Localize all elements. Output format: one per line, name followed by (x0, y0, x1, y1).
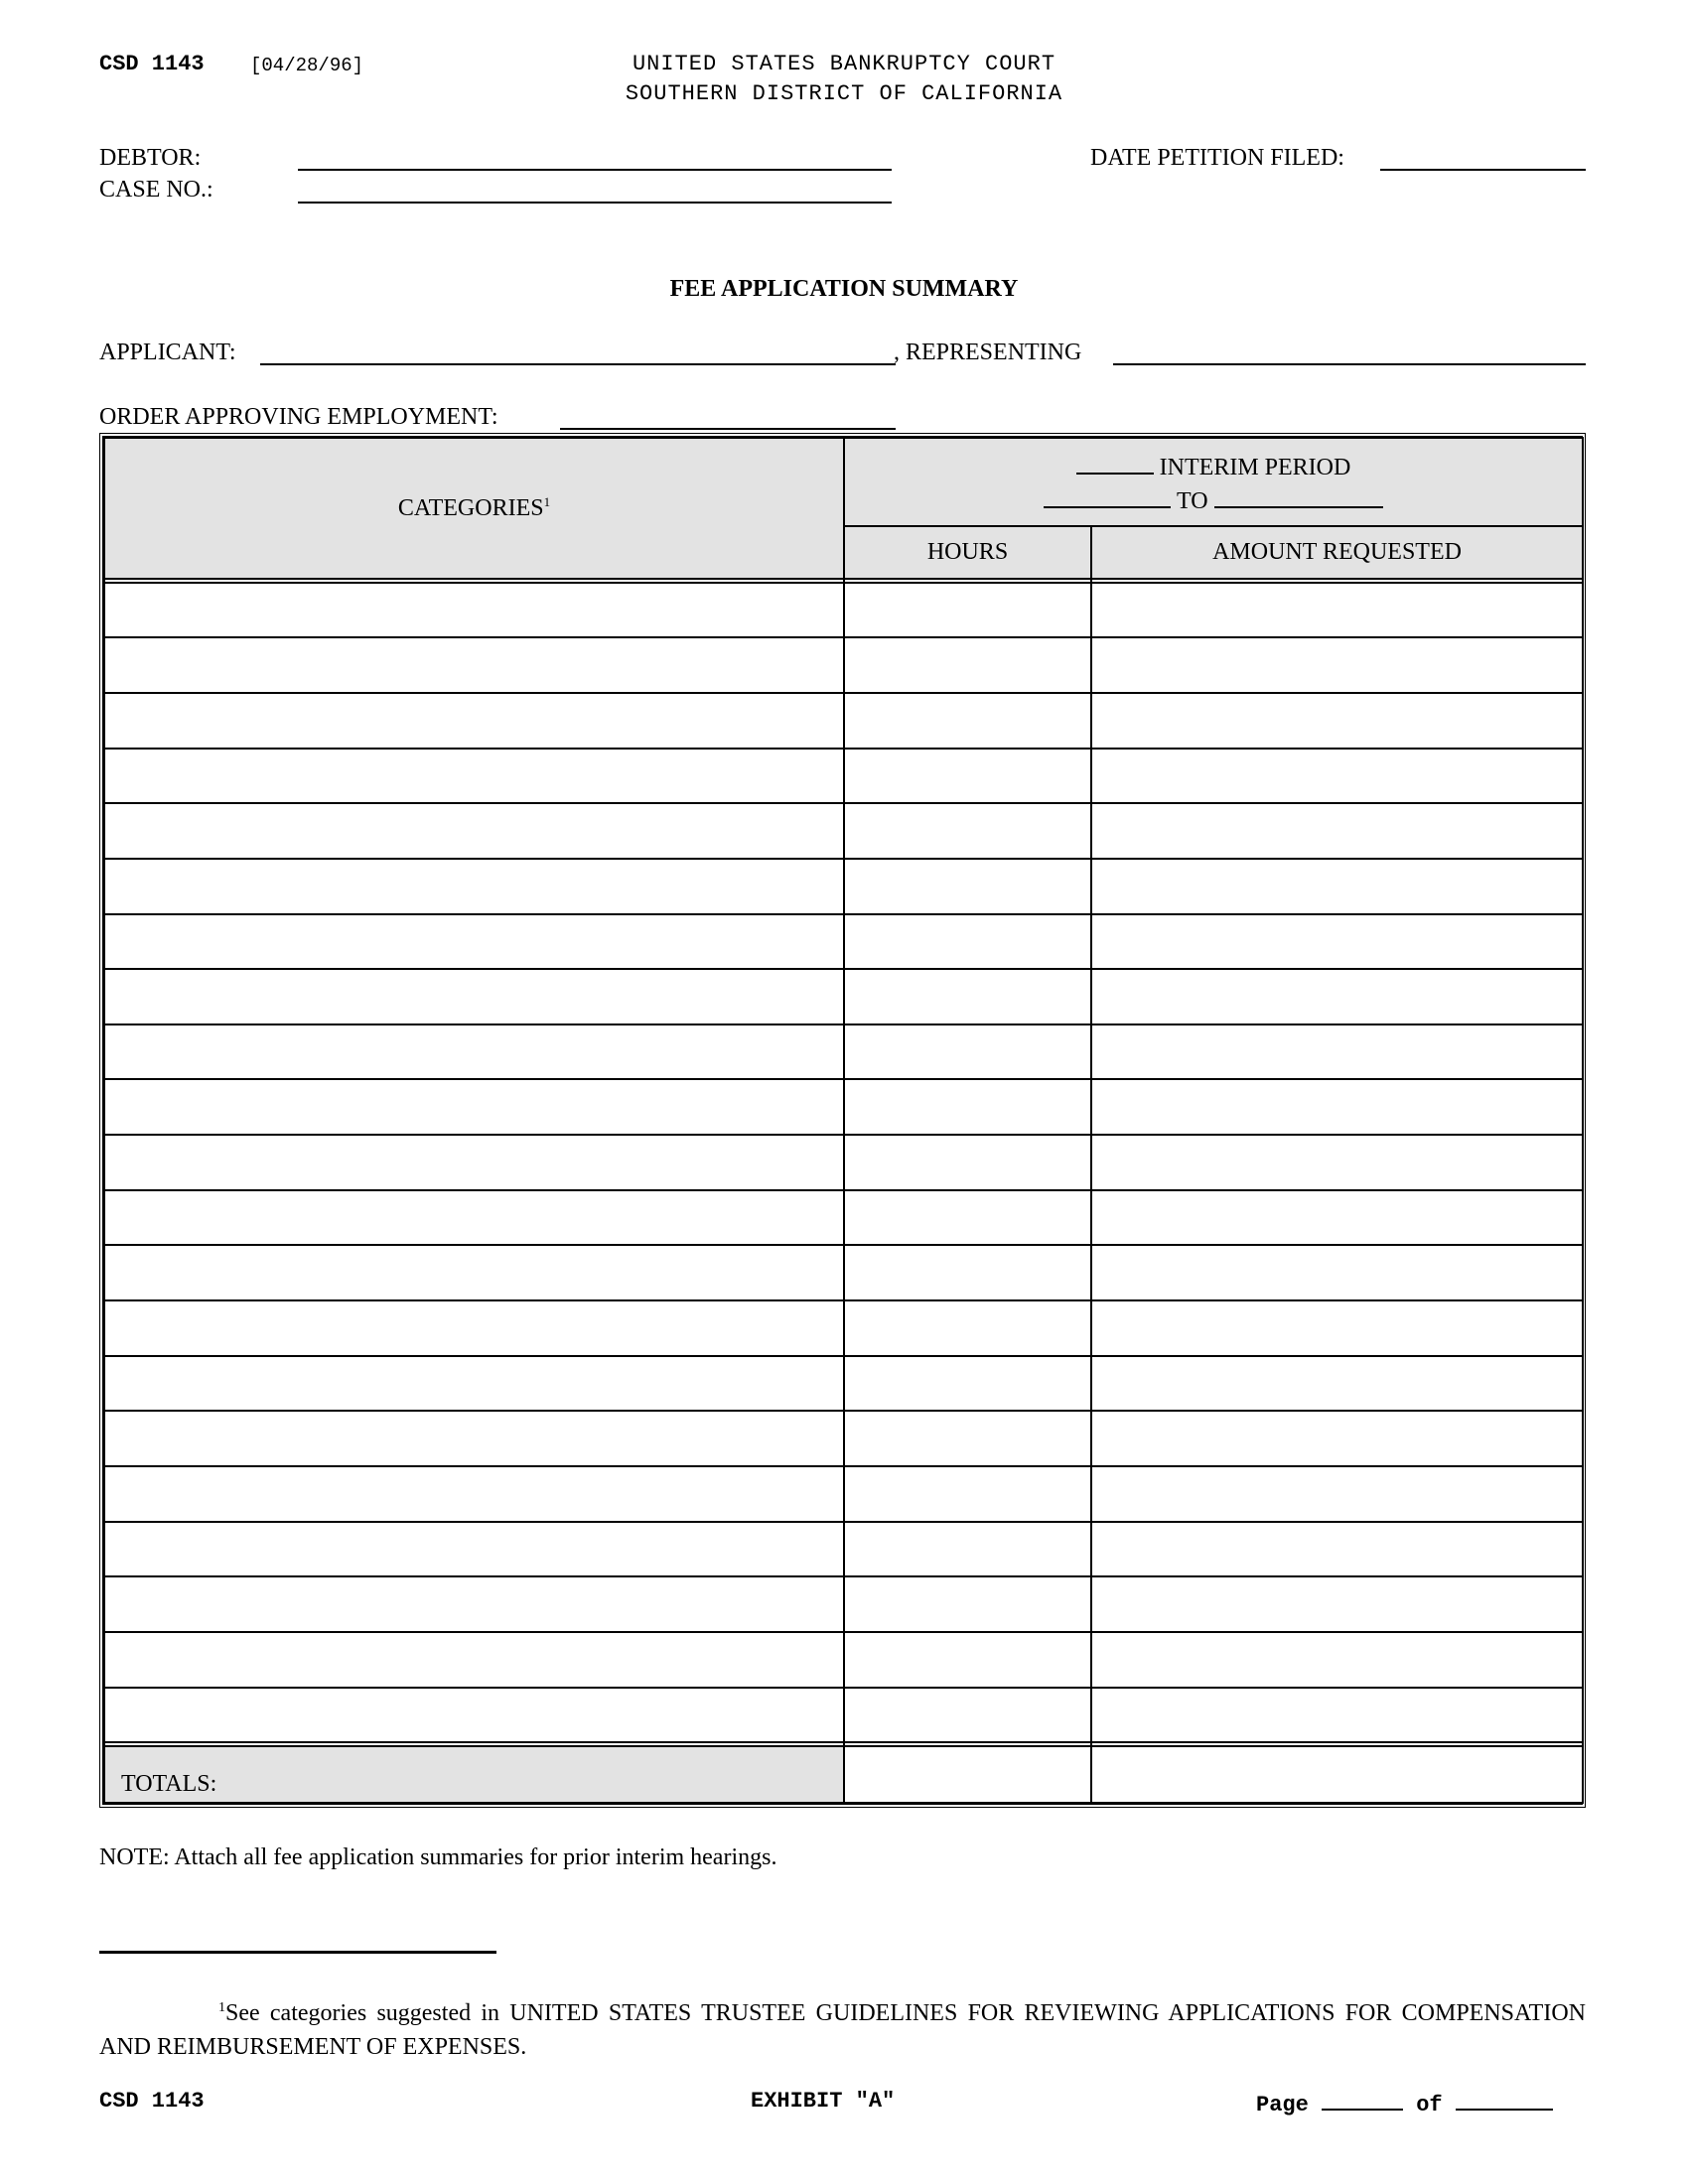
date-petition-filed-label: DATE PETITION FILED: (1090, 145, 1344, 171)
hours-cell[interactable] (844, 1135, 1091, 1190)
footnote-text: See categories suggested in UNITED STATES TRUSTEE GUIDELINES FOR REVIEWING APPLICATIONS FOR COMPENSATION AND REIMBURSEMENT OF EXPENSES. (99, 2000, 1586, 2060)
category-cell[interactable] (104, 1688, 844, 1743)
applicant-field[interactable] (260, 363, 896, 365)
categories-header (104, 438, 844, 579)
category-cell[interactable] (104, 1079, 844, 1135)
footnote-rule (99, 1951, 496, 1954)
hours-cell[interactable] (844, 749, 1091, 804)
table-row (104, 1411, 1583, 1466)
footer-form-code: CSD 1143 (99, 2089, 205, 2114)
hours-cell[interactable] (844, 1632, 1091, 1688)
amount-cell[interactable] (1091, 1135, 1583, 1190)
amount-cell[interactable] (1091, 749, 1583, 804)
hours-cell[interactable] (844, 1466, 1091, 1522)
table-row (104, 914, 1583, 970)
order-approving-employment-label: ORDER APPROVING EMPLOYMENT: (99, 404, 498, 430)
fee-summary-table (99, 433, 1586, 1808)
note: NOTE: Attach all fee application summaries for prior interim hearings. (99, 1844, 777, 1870)
amount-cell[interactable] (1091, 914, 1583, 970)
categories-footnote-mark: 1 (543, 493, 551, 509)
table-row (104, 637, 1583, 693)
category-cell[interactable] (104, 914, 844, 970)
page-label: Page (1256, 2093, 1309, 2117)
category-cell[interactable] (104, 749, 844, 804)
amount-cell[interactable] (1091, 583, 1583, 638)
court-title: UNITED STATES BANKRUPTCY COURT (632, 52, 1056, 76)
category-cell[interactable] (104, 1245, 844, 1300)
category-cell[interactable] (104, 1522, 844, 1577)
amount-cell[interactable] (1091, 1576, 1583, 1632)
table-row (104, 1245, 1583, 1300)
case-no-label: CASE NO.: (99, 177, 213, 203)
table-row (104, 1135, 1583, 1190)
amount-cell[interactable] (1091, 1024, 1583, 1080)
of-label: of (1416, 2093, 1443, 2117)
amount-cell[interactable] (1091, 693, 1583, 749)
court-district: SOUTHERN DISTRICT OF CALIFORNIA (625, 81, 1063, 106)
hours-header: HOURS (844, 526, 1091, 579)
table-row (104, 1190, 1583, 1246)
hours-cell[interactable] (844, 914, 1091, 970)
amount-cell[interactable] (1091, 1688, 1583, 1743)
table-row (104, 1300, 1583, 1356)
amount-cell[interactable] (1091, 803, 1583, 859)
amount-cell[interactable] (1091, 1522, 1583, 1577)
category-cell[interactable] (104, 637, 844, 693)
form-code: CSD 1143 (99, 52, 205, 76)
totals-hours-cell[interactable] (844, 1746, 1091, 1803)
hours-cell[interactable] (844, 693, 1091, 749)
debtor-label: DEBTOR: (99, 145, 202, 171)
footer-exhibit-label: EXHIBIT "A" (751, 2089, 896, 2114)
applicant-label: APPLICANT: (99, 340, 236, 365)
category-cell[interactable] (104, 1411, 844, 1466)
category-cell[interactable] (104, 1024, 844, 1080)
hours-cell[interactable] (844, 1411, 1091, 1466)
table-row (104, 583, 1583, 638)
totals-amount-cell[interactable] (1091, 1746, 1583, 1803)
table-row (104, 1576, 1583, 1632)
table-row (104, 1688, 1583, 1743)
category-cell[interactable] (104, 583, 844, 638)
period-to-label: TO (1177, 487, 1208, 514)
hours-cell[interactable] (844, 1300, 1091, 1356)
totals-label: TOTALS: (104, 1746, 844, 1803)
hours-cell[interactable] (844, 859, 1091, 914)
interim-period-label: INTERIM PERIOD (1159, 454, 1351, 480)
page-total-field[interactable] (1456, 2089, 1553, 2111)
hours-cell[interactable] (844, 1024, 1091, 1080)
period-end-field[interactable] (1214, 482, 1383, 508)
period-start-field[interactable] (1044, 482, 1171, 508)
footnote-mark: 1 (218, 2000, 225, 2015)
hours-cell[interactable] (844, 1576, 1091, 1632)
table-row (104, 859, 1583, 914)
table-row (104, 1466, 1583, 1522)
hours-cell[interactable] (844, 1688, 1091, 1743)
table-row (104, 1079, 1583, 1135)
footnote (99, 1991, 1586, 2064)
table-row (104, 1356, 1583, 1412)
interim-period-number-field[interactable] (1076, 449, 1154, 475)
table-row (104, 749, 1583, 804)
order-approving-employment-field[interactable] (560, 428, 896, 430)
amount-cell[interactable] (1091, 637, 1583, 693)
amount-cell[interactable] (1091, 1411, 1583, 1466)
hours-cell[interactable] (844, 1245, 1091, 1300)
hours-cell[interactable] (844, 637, 1091, 693)
form-title: FEE APPLICATION SUMMARY (669, 276, 1019, 302)
categories-header-label: CATEGORIES (397, 494, 544, 521)
amount-cell[interactable] (1091, 1632, 1583, 1688)
table-row (104, 1024, 1583, 1080)
category-cell[interactable] (104, 1356, 844, 1412)
category-cell[interactable] (104, 1632, 844, 1688)
amount-cell[interactable] (1091, 969, 1583, 1024)
category-cell[interactable] (104, 1135, 844, 1190)
category-cell[interactable] (104, 693, 844, 749)
amount-cell[interactable] (1091, 1245, 1583, 1300)
category-cell[interactable] (104, 1300, 844, 1356)
representing-field[interactable] (1113, 363, 1586, 365)
hours-cell[interactable] (844, 1079, 1091, 1135)
amount-cell[interactable] (1091, 1466, 1583, 1522)
hours-cell[interactable] (844, 1190, 1091, 1246)
totals-row (104, 1746, 1583, 1803)
hours-cell[interactable] (844, 1522, 1091, 1577)
case-no-field[interactable] (298, 202, 892, 204)
table-row (104, 969, 1583, 1024)
category-cell[interactable] (104, 803, 844, 859)
form-revision-date: [04/28/96] (250, 55, 364, 76)
hours-cell[interactable] (844, 583, 1091, 638)
amount-requested-header: AMOUNT REQUESTED (1091, 526, 1583, 579)
debtor-field[interactable] (298, 169, 892, 171)
table-row (104, 803, 1583, 859)
table-row (104, 1632, 1583, 1688)
amount-cell[interactable] (1091, 1300, 1583, 1356)
category-cell[interactable] (104, 859, 844, 914)
amount-cell[interactable] (1091, 1356, 1583, 1412)
category-cell[interactable] (104, 969, 844, 1024)
amount-cell[interactable] (1091, 859, 1583, 914)
table-row (104, 1522, 1583, 1577)
date-petition-filed-field[interactable] (1380, 169, 1586, 171)
table-row (104, 693, 1583, 749)
amount-cell[interactable] (1091, 1079, 1583, 1135)
amount-cell[interactable] (1091, 1190, 1583, 1246)
category-cell[interactable] (104, 1466, 844, 1522)
hours-cell[interactable] (844, 969, 1091, 1024)
footer-page-number (1256, 2089, 1553, 2117)
representing-label: , REPRESENTING (894, 340, 1082, 365)
interim-period-header (844, 438, 1583, 526)
hours-cell[interactable] (844, 803, 1091, 859)
page-number-field[interactable] (1322, 2089, 1403, 2111)
hours-cell[interactable] (844, 1356, 1091, 1412)
category-cell[interactable] (104, 1576, 844, 1632)
category-cell[interactable] (104, 1190, 844, 1246)
